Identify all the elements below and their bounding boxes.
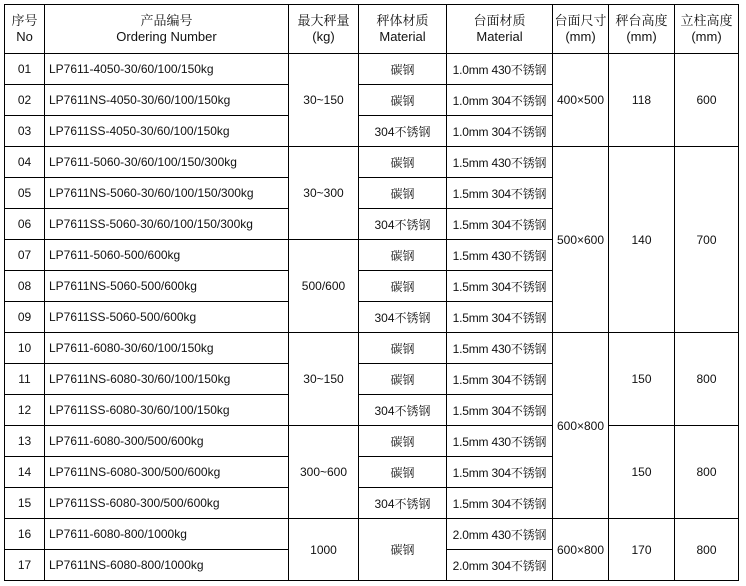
table-row xyxy=(5,147,739,178)
row-body-material: 碳钢 xyxy=(359,85,447,116)
row-no: 03 xyxy=(5,116,45,147)
row-no: 06 xyxy=(5,209,45,240)
row-code: LP7611NS-5060-30/60/100/150/300kg xyxy=(45,178,289,209)
row-no: 07 xyxy=(5,240,45,271)
row-no: 11 xyxy=(5,364,45,395)
row-body-material: 碳钢 xyxy=(359,147,447,178)
row-body-material: 碳钢 xyxy=(359,271,447,302)
group-size: 400×500 xyxy=(553,54,609,147)
row-top-material: 2.0mm 430不锈钢 xyxy=(447,519,553,550)
group-pole: 700 xyxy=(675,147,739,333)
row-top-material: 2.0mm 304不锈钢 xyxy=(447,550,553,581)
row-no: 08 xyxy=(5,271,45,302)
group-capacity: 30~150 xyxy=(289,54,359,147)
row-code: LP7611-5060-30/60/100/150/300kg xyxy=(45,147,289,178)
row-code: LP7611NS-6080-300/500/600kg xyxy=(45,457,289,488)
row-no: 05 xyxy=(5,178,45,209)
row-code: LP7611SS-6080-30/60/100/150kg xyxy=(45,395,289,426)
row-top-material: 1.5mm 430不锈钢 xyxy=(447,333,553,364)
header-platform-height: 秤台高度 (mm) xyxy=(609,5,675,54)
row-no: 17 xyxy=(5,550,45,581)
row-body-material: 304不锈钢 xyxy=(359,395,447,426)
table-row xyxy=(5,333,739,364)
row-body-material: 碳钢 xyxy=(359,457,447,488)
row-no: 04 xyxy=(5,147,45,178)
row-code: LP7611-6080-300/500/600kg xyxy=(45,426,289,457)
row-top-material: 1.0mm 304不锈钢 xyxy=(447,85,553,116)
row-no: 02 xyxy=(5,85,45,116)
group-size: 600×800 xyxy=(553,333,609,519)
group-height: 118 xyxy=(609,54,675,147)
row-body-material: 碳钢 xyxy=(359,240,447,271)
row-top-material: 1.5mm 304不锈钢 xyxy=(447,457,553,488)
row-code: LP7611-6080-30/60/100/150kg xyxy=(45,333,289,364)
group-pole: 800 xyxy=(675,519,739,581)
row-code: LP7611SS-4050-30/60/100/150kg xyxy=(45,116,289,147)
table-row xyxy=(5,54,739,85)
row-no: 09 xyxy=(5,302,45,333)
group-size: 500×600 xyxy=(553,147,609,333)
group-body-material: 碳钢 xyxy=(359,519,447,581)
row-top-material: 1.5mm 304不锈钢 xyxy=(447,302,553,333)
row-code: LP7611SS-5060-500/600kg xyxy=(45,302,289,333)
group-height: 150 xyxy=(609,333,675,426)
row-top-material: 1.0mm 430不锈钢 xyxy=(447,54,553,85)
table-row xyxy=(5,519,739,550)
row-no: 10 xyxy=(5,333,45,364)
row-no: 14 xyxy=(5,457,45,488)
group-height: 170 xyxy=(609,519,675,581)
row-code: LP7611NS-5060-500/600kg xyxy=(45,271,289,302)
group-pole: 800 xyxy=(675,426,739,519)
row-no: 01 xyxy=(5,54,45,85)
row-code: LP7611NS-6080-800/1000kg xyxy=(45,550,289,581)
row-body-material: 碳钢 xyxy=(359,426,447,457)
row-body-material: 碳钢 xyxy=(359,364,447,395)
row-top-material: 1.5mm 304不锈钢 xyxy=(447,271,553,302)
row-code: LP7611-6080-800/1000kg xyxy=(45,519,289,550)
group-capacity: 500/600 xyxy=(289,240,359,333)
header-ordering-number: 产品编号 Ordering Number xyxy=(45,5,289,54)
spec-table xyxy=(4,4,739,581)
group-height: 140 xyxy=(609,147,675,333)
table-row xyxy=(5,426,739,457)
group-capacity: 30~300 xyxy=(289,147,359,240)
row-body-material: 碳钢 xyxy=(359,178,447,209)
row-top-material: 1.5mm 304不锈钢 xyxy=(447,209,553,240)
row-code: LP7611-4050-30/60/100/150kg xyxy=(45,54,289,85)
row-no: 12 xyxy=(5,395,45,426)
row-top-material: 1.0mm 304不锈钢 xyxy=(447,116,553,147)
group-pole: 800 xyxy=(675,333,739,426)
row-top-material: 1.5mm 430不锈钢 xyxy=(447,426,553,457)
row-top-material: 1.5mm 304不锈钢 xyxy=(447,395,553,426)
row-body-material: 304不锈钢 xyxy=(359,302,447,333)
row-top-material: 1.5mm 304不锈钢 xyxy=(447,488,553,519)
row-no: 15 xyxy=(5,488,45,519)
row-top-material: 1.5mm 430不锈钢 xyxy=(447,240,553,271)
header-no: 序号 No xyxy=(5,5,45,54)
group-capacity: 1000 xyxy=(289,519,359,581)
row-body-material: 碳钢 xyxy=(359,54,447,85)
row-code: LP7611SS-5060-30/60/100/150/300kg xyxy=(45,209,289,240)
row-top-material: 1.5mm 304不锈钢 xyxy=(447,178,553,209)
row-code: LP7611-5060-500/600kg xyxy=(45,240,289,271)
group-capacity: 300~600 xyxy=(289,426,359,519)
row-top-material: 1.5mm 304不锈钢 xyxy=(447,364,553,395)
row-code: LP7611NS-6080-30/60/100/150kg xyxy=(45,364,289,395)
row-code: LP7611SS-6080-300/500/600kg xyxy=(45,488,289,519)
row-body-material: 304不锈钢 xyxy=(359,209,447,240)
row-body-material: 304不锈钢 xyxy=(359,488,447,519)
group-capacity: 30~150 xyxy=(289,333,359,426)
group-pole: 600 xyxy=(675,54,739,147)
row-code: LP7611NS-4050-30/60/100/150kg xyxy=(45,85,289,116)
row-body-material: 碳钢 xyxy=(359,333,447,364)
header-body-material: 秤体材质 Material xyxy=(359,5,447,54)
header-top-material: 台面材质 Material xyxy=(447,5,553,54)
row-top-material: 1.5mm 430不锈钢 xyxy=(447,147,553,178)
group-size: 600×800 xyxy=(553,519,609,581)
row-body-material: 304不锈钢 xyxy=(359,116,447,147)
group-height: 150 xyxy=(609,426,675,519)
header-capacity: 最大秤量 (kg) xyxy=(289,5,359,54)
header-row xyxy=(5,5,739,54)
row-no: 13 xyxy=(5,426,45,457)
header-pole-height: 立柱高度 (mm) xyxy=(675,5,739,54)
header-platform-size: 台面尺寸 (mm) xyxy=(553,5,609,54)
row-no: 16 xyxy=(5,519,45,550)
